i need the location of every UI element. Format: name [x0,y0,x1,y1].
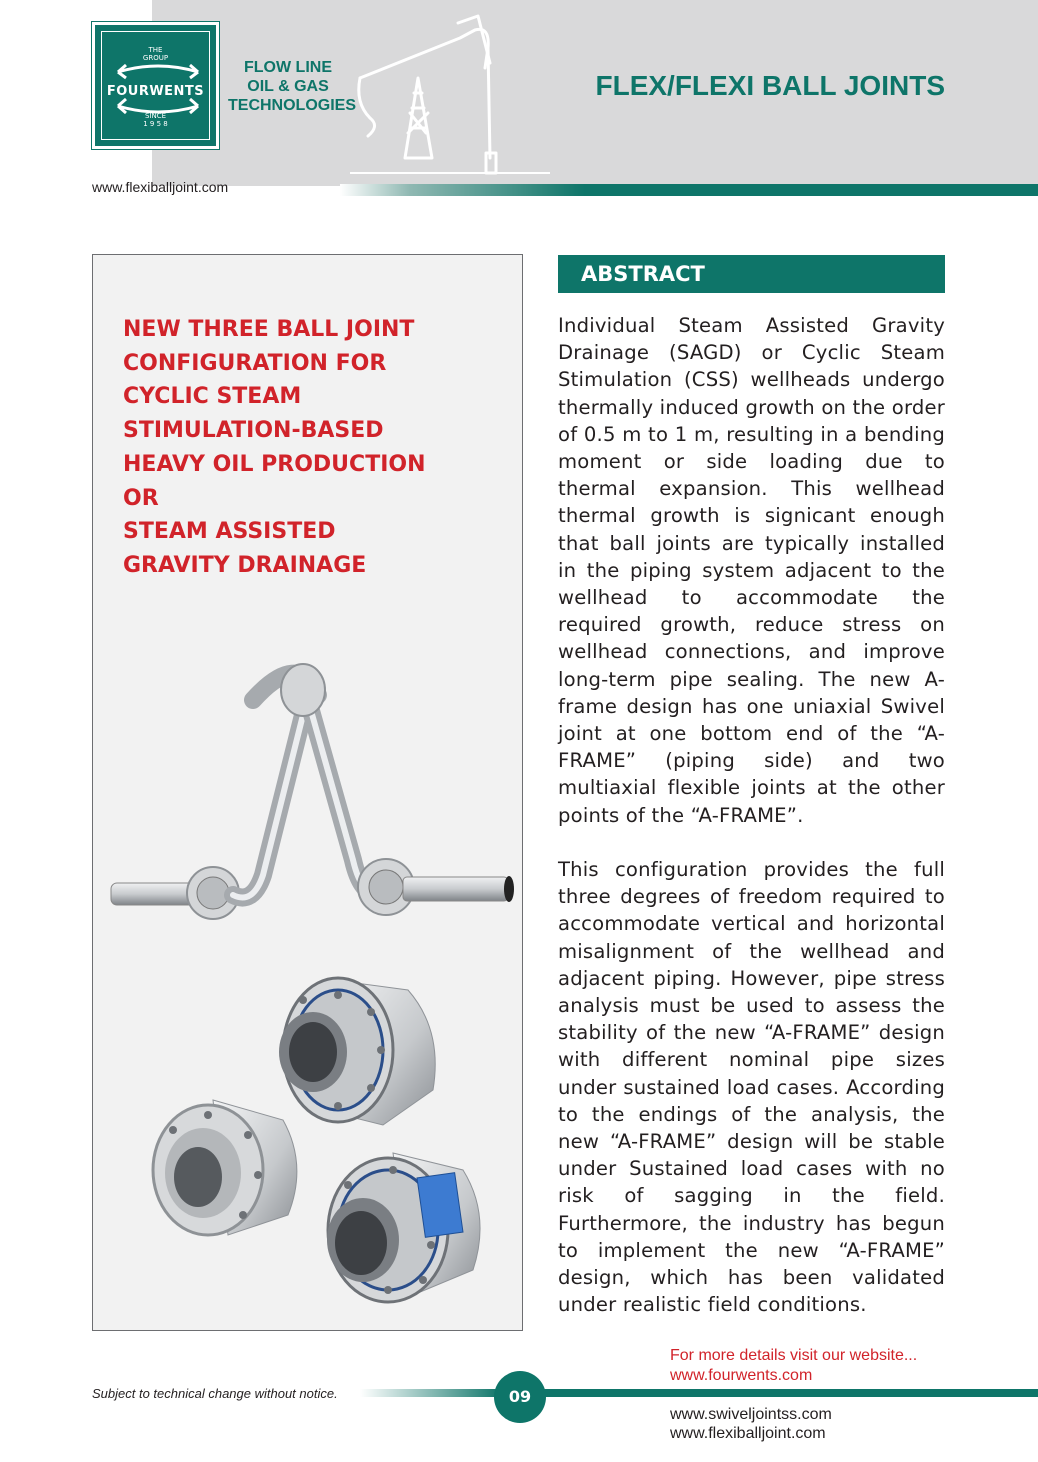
website-link[interactable]: www.flexiballjoint.com [670,1425,826,1442]
nameplate-icon [417,1173,463,1238]
feature-title-line: HEAVY OIL PRODUCTION [123,451,426,477]
logo-since: SINCE 1 9 5 8 [143,112,168,128]
feature-title [123,313,503,583]
tagline-line: TECHNOLOGIES [228,97,357,114]
tagline-line: OIL & GAS [247,78,329,95]
disclaimer-text: Subject to technical change without notice. [92,1386,338,1401]
feature-title-line: STIMULATION-BASED [123,418,384,444]
oil-pumpjack-icon [350,8,550,188]
abstract-paragraph: Individual Steam Assisted Gravity Drainage (SAGD) or Cyclic Steam Stimulation (CSS) wellheads undergo thermally induced growth on the order of 0.5 m to 1 m, resulting in a bending moment or side loading due to thermal expansion. This wellhead thermal growth is signicant enough that ball joints are typically installed in the piping system adjacent to the wellhead to accommodate the required growth, reduce stress on wellhead connections, and improve long-term pipe sealing. The new A-frame design has one uniaxial Swivel joint at one bottom end of the “A-FRAME” (piping side) and two multiaxial flexible joints at the other points of the “A-FRAME”. [558,314,945,827]
feature-title-line: STEAM ASSISTED [123,519,336,545]
tagline [228,58,357,115]
left-feature-panel [92,254,523,1331]
feature-title-line: CYCLIC STEAM [123,384,302,410]
header-accent-bar [340,184,1038,196]
feature-title-line: OR [123,485,159,511]
abstract-paragraph: This configuration provides the full three degrees of freedom required to accommodate vertical and horizontal misalignment of the wellhead and adjacent piping. However, pipe stress analysis must be used to assess the stability of the new “A-FRAME” design with different nominal pipe sizes under sustained load cases. According to the endings of the analysis, the new “A-FRAME” design will be stable under Sustained load cases with no risk of sagging in the field. Furthermore, the industry has begun to implement the new “A-FRAME” design, which has been validated under realistic field conditions. [558,858,945,1317]
feature-title-line: NEW THREE BALL JOINT [123,317,415,342]
website-link[interactable]: www.swiveljointss.com [670,1406,832,1423]
abstract-heading: ABSTRACT [581,262,705,286]
more-details-text: For more details visit our website... [670,1347,918,1364]
a-frame-piping-image [103,655,523,955]
logo-top-text: THE GROUP [142,46,169,62]
page-number: 09 [494,1371,546,1423]
feature-title-line: CONFIGURATION FOR [123,350,387,376]
footer-accent-bar-left [360,1389,502,1397]
ball-joint-image-left [143,1095,313,1245]
footer-accent-bar-right [540,1389,1038,1397]
ball-joint-image-right [313,1145,493,1305]
header-website-link[interactable]: www.flexiballjoint.com [92,179,229,195]
page-title: FLEX/FLEXI BALL JOINTS [595,70,945,101]
website-link[interactable]: www.fourwents.com [670,1367,813,1384]
tagline-line: FLOW LINE [244,59,332,76]
company-logo [92,22,219,149]
abstract-heading-bar [558,255,945,293]
logo-name: FOURWENTS [106,84,205,99]
feature-title-line: GRAVITY DRAINAGE [123,552,367,578]
